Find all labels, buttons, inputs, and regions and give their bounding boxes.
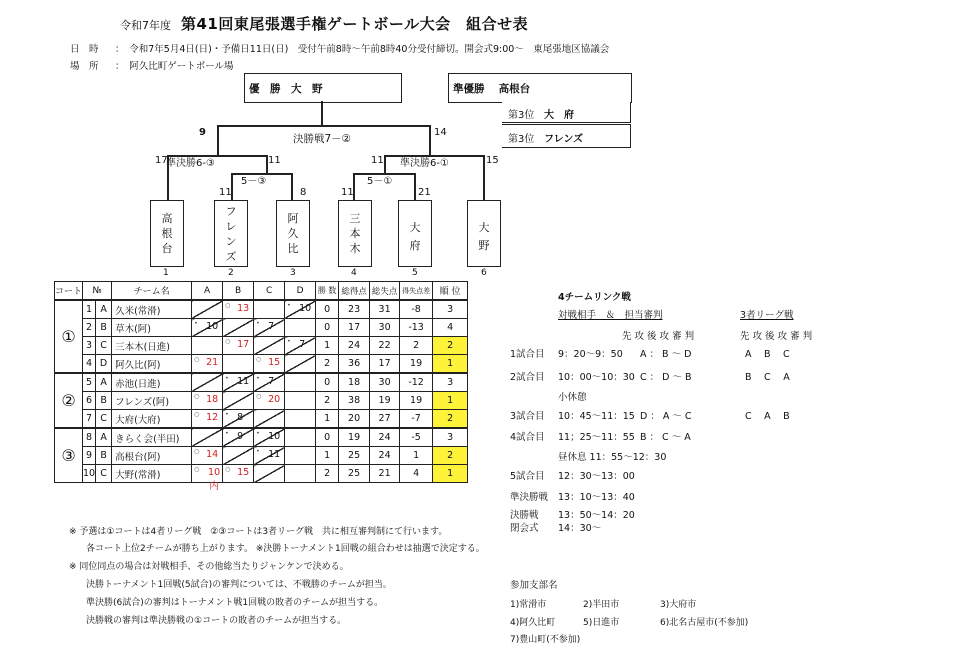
match-cell [223,337,254,355]
match-cell [254,447,285,465]
team-name: 大府 [409,221,421,252]
match-cell [223,410,254,429]
points-for: 17 [339,319,370,337]
schedule-label: 5試合目 [510,471,545,482]
table-row [55,410,468,429]
result-mark-icon: ○ [194,393,200,400]
third-box-2 [502,124,631,148]
match-cell-unused [285,465,316,483]
match-cell [223,428,254,447]
row-number: 3 [83,337,96,355]
schedule-title: 4チームリンク戦 [558,292,631,303]
match-score: 9 [237,431,244,442]
header-team: チーム名 [112,282,192,301]
schedule-label: 1試合目 [510,349,545,360]
results-table [54,281,468,492]
match-cell-self [223,319,254,337]
match-score: 14 [206,449,219,460]
match-cell [192,447,223,465]
r1-left-label: 5－③ [241,176,267,187]
final-right-score: 14 [434,127,447,138]
team-number: 5 [412,268,418,278]
schedule-three-league: B C A [745,372,790,383]
page-title: 第41回東尾張選手権ゲートボール大会 組合せ表 [181,15,529,33]
points-diff: -5 [400,428,433,447]
result-mark-icon: ○ [194,356,200,363]
schedule-sub1: 先 攻 後 攻 審 判 [622,331,695,342]
match-score: 12 [206,412,219,423]
points-diff: 4 [400,465,433,483]
schedule-time: 11；25～11：55 [558,432,635,443]
r1-left-score-a: 11 [219,187,232,198]
final-label: 決勝戦7－② [293,133,352,145]
match-cell [223,373,254,392]
table-row [55,300,468,319]
row-number: 8 [83,428,96,447]
team-name: 高根台 [161,212,173,255]
table-row [55,465,468,483]
match-cell [254,373,285,392]
schedule-time: 小休憩 [558,392,587,403]
rank: 1 [433,355,468,374]
final-left-score: 9 [199,127,206,138]
match-score: 11 [268,449,281,460]
date-value: ： 令和7年5月4日(日)・予備日11日(日) 受付午前8時～午前8時40分受付締切。開会式9:00～ 東尾張地区協議会 [115,44,610,55]
match-cell-unused [285,447,316,465]
schedule-three-league: A B C [745,349,790,360]
table-row [55,392,468,410]
match-cell [254,355,285,374]
header-rank: 順 位 [433,282,468,301]
team-number: 2 [228,268,234,278]
schedule-time: 13：50～14：20 [558,510,635,521]
points-against: 24 [370,447,400,465]
schedule-sub2: 先 攻 後 攻 審 判 [740,331,813,342]
result-mark-icon: • [287,302,291,309]
table-row [55,428,468,447]
table-row [55,373,468,392]
team-name: 久米(常滑) [112,300,192,319]
wins-count: 0 [316,300,339,319]
match-cell [254,300,285,319]
match-cell [254,392,285,410]
team-name: 三本木 [349,212,361,255]
match-score: 17 [237,339,250,350]
bracket-line [217,125,219,155]
match-cell-self [192,373,223,392]
match-cell-self [192,428,223,447]
match-cell-unused [285,410,316,429]
court-label: ③ [55,428,83,483]
schedule-col2: 3者リーグ戦 [740,310,794,321]
note-line: 決勝トーナメント1回戦(5試合)の審判については、不戦勝のチームが担当。 [86,580,392,590]
place-label: 場 所 [70,61,99,72]
match-score: 21 [206,357,219,368]
match-score: 8 [237,412,244,423]
schedule-label: 準決勝戦 [510,492,549,503]
schedule-time: 13：10～13：40 [558,492,635,503]
team-number: 1 [163,268,169,278]
team-name: 阿久比 [287,212,299,255]
match-cell [285,300,316,319]
points-against: 31 [370,300,400,319]
row-number: 6 [83,392,96,410]
points-for: 25 [339,465,370,483]
wins-count: 2 [316,465,339,483]
bracket-line [384,155,386,173]
schedule-label: 2試合目 [510,372,545,383]
points-diff: -7 [400,410,433,429]
points-against: 30 [370,319,400,337]
team-name: フレンズ [225,205,237,263]
result-mark-icon: • [194,320,198,327]
schedule-label: 3試合目 [510,411,545,422]
row-number: 5 [83,373,96,392]
rank: 2 [433,337,468,355]
schedule-match: A ： B ～ D [640,349,692,360]
schedule-time: 昼休息 11：55～12：30 [558,452,667,463]
match-score: 13 [237,303,250,314]
note-line: ※ 予選は①コートは4者リーグ戦 ②③コートは3者リーグ戦 共に相互審判制にて行います。 [69,527,448,537]
match-cell [223,355,254,374]
match-cell [192,392,223,410]
participant-item: 4)阿久比町 [510,618,556,628]
row-number: 9 [83,447,96,465]
third-box-1 [502,102,631,123]
row-number: 1 [83,300,96,319]
schedule-time: 9：20～9：50 [558,349,623,360]
header-diff: 得失点差 [400,282,433,301]
match-cell-unused [285,392,316,410]
header-points-against: 総失点 [370,282,400,301]
result-mark-icon: ○ [225,466,231,473]
court-label: ① [55,300,83,373]
wins-count: 0 [316,319,339,337]
table-row [55,337,468,355]
points-diff: 19 [400,392,433,410]
winner-text: 優 勝 大 野 [249,83,323,95]
points-for: 20 [339,410,370,429]
match-cell [192,337,223,355]
r1-left-score-b: 8 [300,187,307,198]
bracket-line [483,155,485,200]
schedule-time: 10：45～11：15 [558,411,635,422]
row-number: 10 [83,465,96,483]
match-score: 10 [206,321,219,332]
match-cell-self [254,410,285,429]
points-for: 23 [339,300,370,319]
match-score: 10 [299,303,312,314]
points-against: 21 [370,465,400,483]
participant-item: 2)半田市 [583,600,620,610]
points-against: 22 [370,337,400,355]
bracket-team-2 [214,200,248,267]
match-score: 7 [268,376,275,387]
row-letter: B [96,447,112,465]
table-row [55,355,468,374]
rank: 1 [433,392,468,410]
table-row [55,447,468,465]
match-cell-self [254,465,285,483]
schedule-match: B ： C ～ A [640,432,691,443]
points-against: 27 [370,410,400,429]
wins-count: 1 [316,337,339,355]
wins-count: 2 [316,355,339,374]
note-line: 各コート上位2チームが勝ち上がります。 ※決勝トーナメント1回戦の組合わせは抽選で決定する。 [86,544,485,554]
semi-left-score-a: 17 [155,155,168,166]
points-diff: 2 [400,337,433,355]
wins-count: 1 [316,447,339,465]
points-for: 25 [339,447,370,465]
match-score: 7 [268,321,275,332]
result-mark-icon: • [225,430,229,437]
points-diff: 1 [400,447,433,465]
header-a: A [192,282,223,301]
participant-item: 1)常滑市 [510,600,547,610]
points-diff: -8 [400,300,433,319]
wins-count: 0 [316,373,339,392]
date-label: 日 時 [70,44,99,55]
wins-count: 0 [316,428,339,447]
participant-item: 7)豊山町(不参加) [510,635,581,645]
match-cell-unused [285,428,316,447]
runner-up-box [448,73,632,103]
semi-right-label: 準決勝6-① [400,158,449,169]
match-score: 10内 [208,467,221,492]
points-for: 19 [339,428,370,447]
schedule-time: 10：00～10：30 [558,372,635,383]
note-line: 準決勝(6試合)の審判はトーナメント戦1回戦の敗者のチームが担当する。 [86,598,384,608]
semi-right-score-a: 11 [371,155,384,166]
team-name: 赤池(日進) [112,373,192,392]
header-b: B [223,282,254,301]
match-score: 18 [206,394,219,405]
result-mark-icon: • [225,375,229,382]
row-letter: C [96,465,112,483]
result-mark-icon: ○ [256,393,262,400]
result-mark-icon: • [256,430,260,437]
schedule-match: C ： D ～ B [640,372,692,383]
match-cell [192,410,223,429]
match-cell [192,355,223,374]
bracket-team-5 [398,200,432,267]
result-mark-icon: • [287,338,291,345]
row-letter: A [96,373,112,392]
third-team-1: 大 府 [544,110,574,121]
schedule-time: 14：30～ [558,523,602,534]
result-mark-icon: • [256,320,260,327]
team-name: 大野 [478,221,490,252]
r1-right-label: 5－① [367,176,393,187]
schedule-label: 4試合目 [510,432,545,443]
team-name: 高根台(阿) [112,447,192,465]
points-for: 24 [339,337,370,355]
semi-left-score-b: 11 [268,155,281,166]
row-number: 2 [83,319,96,337]
r1-right-score-a: 11 [341,187,354,198]
team-number: 3 [290,268,296,278]
row-letter: C [96,410,112,429]
points-for: 18 [339,373,370,392]
header-c: C [254,282,285,301]
participant-item: 3)大府市 [660,600,697,610]
rank: 3 [433,300,468,319]
match-cell [223,300,254,319]
note-line: ※ 同位同点の場合は対戦相手、その他総当たりジャンケンで決める。 [69,562,349,572]
schedule-three-league: C A B [745,411,790,422]
bracket-team-4 [338,200,372,267]
header-wins: 勝 数 [316,282,339,301]
result-mark-icon: • [256,448,260,455]
match-cell [192,465,223,492]
year-label: 令和7年度 [120,19,171,32]
points-for: 36 [339,355,370,374]
bracket-line [291,173,293,200]
semi-right-score-b: 15 [486,155,499,166]
team-name: 草木(阿) [112,319,192,337]
rank: 1 [433,465,468,483]
result-mark-icon: ○ [194,411,200,418]
runner-up-text: 準優勝 高根台 [453,83,531,95]
row-letter: A [96,428,112,447]
team-name: きらく会(半田) [112,428,192,447]
header-court: コート [55,282,83,301]
match-cell [254,428,285,447]
third-label-1: 第3位 [508,110,535,121]
match-cell-self [223,392,254,410]
match-cell [223,465,254,483]
team-number: 4 [351,268,357,278]
points-diff: 19 [400,355,433,374]
team-name: フレンズ(阿) [112,392,192,410]
bracket-team-6 [467,200,501,267]
header-d: D [285,282,316,301]
row-letter: B [96,319,112,337]
match-score: 11 [237,376,250,387]
third-label-2: 第3位 [508,134,535,145]
points-against: 17 [370,355,400,374]
r1-right-score-b: 21 [418,187,431,198]
participant-item: 5)日進市 [583,618,620,628]
wins-count: 1 [316,410,339,429]
rank: 3 [433,373,468,392]
result-mark-icon: ○ [256,356,262,363]
team-name: 三本木(日進) [112,337,192,355]
match-cell [285,319,316,337]
result-mark-icon: ○ [225,302,231,309]
match-cell [254,319,285,337]
points-diff: -12 [400,373,433,392]
match-cell-self [285,355,316,374]
place-value: ： 阿久比町ゲートボール場 [115,61,234,72]
header-points-for: 総得点 [339,282,370,301]
bracket-line [414,173,416,200]
points-against: 30 [370,373,400,392]
row-number: 7 [83,410,96,429]
rank: 2 [433,447,468,465]
header-no: № [83,282,112,301]
points-against: 19 [370,392,400,410]
rank: 2 [433,410,468,429]
rank: 3 [433,428,468,447]
match-cell [285,337,316,355]
result-mark-icon: ○ [225,338,231,345]
team-number: 6 [481,268,487,278]
match-cell-self [254,337,285,355]
team-name: 大野(常滑) [112,465,192,483]
match-score: 15 [237,467,250,478]
bracket-team-1 [150,200,184,267]
row-number: 4 [83,355,96,374]
row-letter: B [96,392,112,410]
table-row [55,319,468,337]
bracket-line [321,101,323,125]
match-cell-self [192,300,223,319]
team-name: 阿久比(阿) [112,355,192,374]
winner-box [244,73,402,103]
points-against: 24 [370,428,400,447]
wins-count: 2 [316,392,339,410]
schedule-match: D ： A ～ C [640,411,692,422]
match-score: 20 [268,394,281,405]
participant-item: 6)北名古屋市(不参加) [660,618,749,628]
schedule-label: 決勝戦 [510,510,539,521]
match-cell-self [223,447,254,465]
result-mark-icon: • [225,411,229,418]
note-line: 決勝戦の審判は準決勝戦の①コートの敗者のチームが担当する。 [86,616,347,626]
schedule-label: 閉会式 [510,523,539,534]
result-mark-icon: ○ [194,448,200,455]
court-label: ② [55,373,83,428]
schedule-time: 12：30～13：00 [558,471,635,482]
match-cell-unused [285,373,316,392]
match-score: 10 [268,431,281,442]
bracket-team-3 [276,200,310,267]
match-score: 15 [268,357,281,368]
team-name: 大府(大府) [112,410,192,429]
schedule-col1: 対戦相手 ＆ 担当審判 [558,310,663,321]
points-diff: -13 [400,319,433,337]
result-mark-icon: • [256,375,260,382]
row-letter: C [96,337,112,355]
match-cell [192,319,223,337]
participants-title: 参加支部名 [510,580,558,591]
points-for: 38 [339,392,370,410]
bracket-line [429,125,431,155]
bracket-line [217,125,430,127]
rank: 4 [433,319,468,337]
table-header-row [55,282,468,301]
match-score: 7 [299,339,306,350]
row-letter: A [96,300,112,319]
row-letter: D [96,355,112,374]
third-team-2: フレンズ [544,134,584,145]
result-mark-icon: ○ [194,466,200,473]
semi-left-label: 準決勝6-③ [166,158,215,169]
